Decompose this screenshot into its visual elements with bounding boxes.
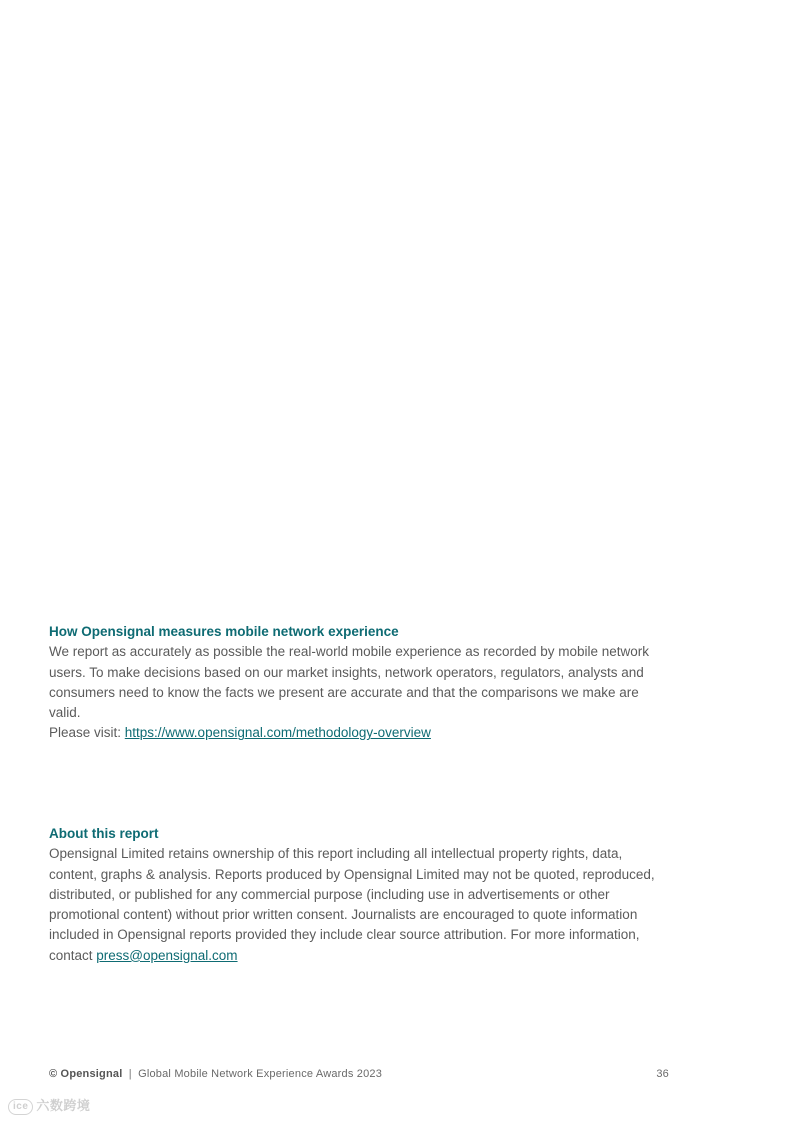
press-email-link[interactable]: press@opensignal.com [96,947,238,963]
footer-brand: © Opensignal [49,1068,123,1080]
about-body-text: Opensignal Limited retains ownership of this report including all intellectual property rights, data, content, graphs & analysis. Reports produced by Opensignal Limited may not be quoted, reproduced, distributed, or published for any commercial purpose (including use in advertisements or other promotional content) without prior written consent. Journalists are encouraged to quote information included in Opensignal reports provided they include clear source attribution. For more information, contact [49,846,655,963]
watermark-text: 六数跨境 [36,1098,91,1113]
about-body [49,844,669,966]
visit-prefix: Please visit: [49,725,125,741]
page-footer [49,1068,669,1080]
watermark-logo-icon: ice [8,1099,33,1115]
methodology-body-text: We report as accurately as possible the real-world mobile experience as recorded by mobile network users. To make decisions based on our market insights, network operators, regulators, analysts and consumers need to know the facts we present are accurate and that the comparisons we make are valid. [49,644,650,721]
methodology-heading: How Opensignal measures mobile network experience [49,624,399,639]
page-number: 36 [656,1068,669,1080]
footer-title: Global Mobile Network Experience Awards 2023 [138,1068,383,1080]
methodology-link[interactable]: https://www.opensignal.com/methodology-overview [124,725,431,741]
about-section [49,824,669,966]
methodology-section [49,622,669,744]
methodology-body [49,642,669,743]
footer-separator: | [128,1068,132,1080]
about-heading: About this report [49,826,159,841]
watermark [8,1095,90,1115]
